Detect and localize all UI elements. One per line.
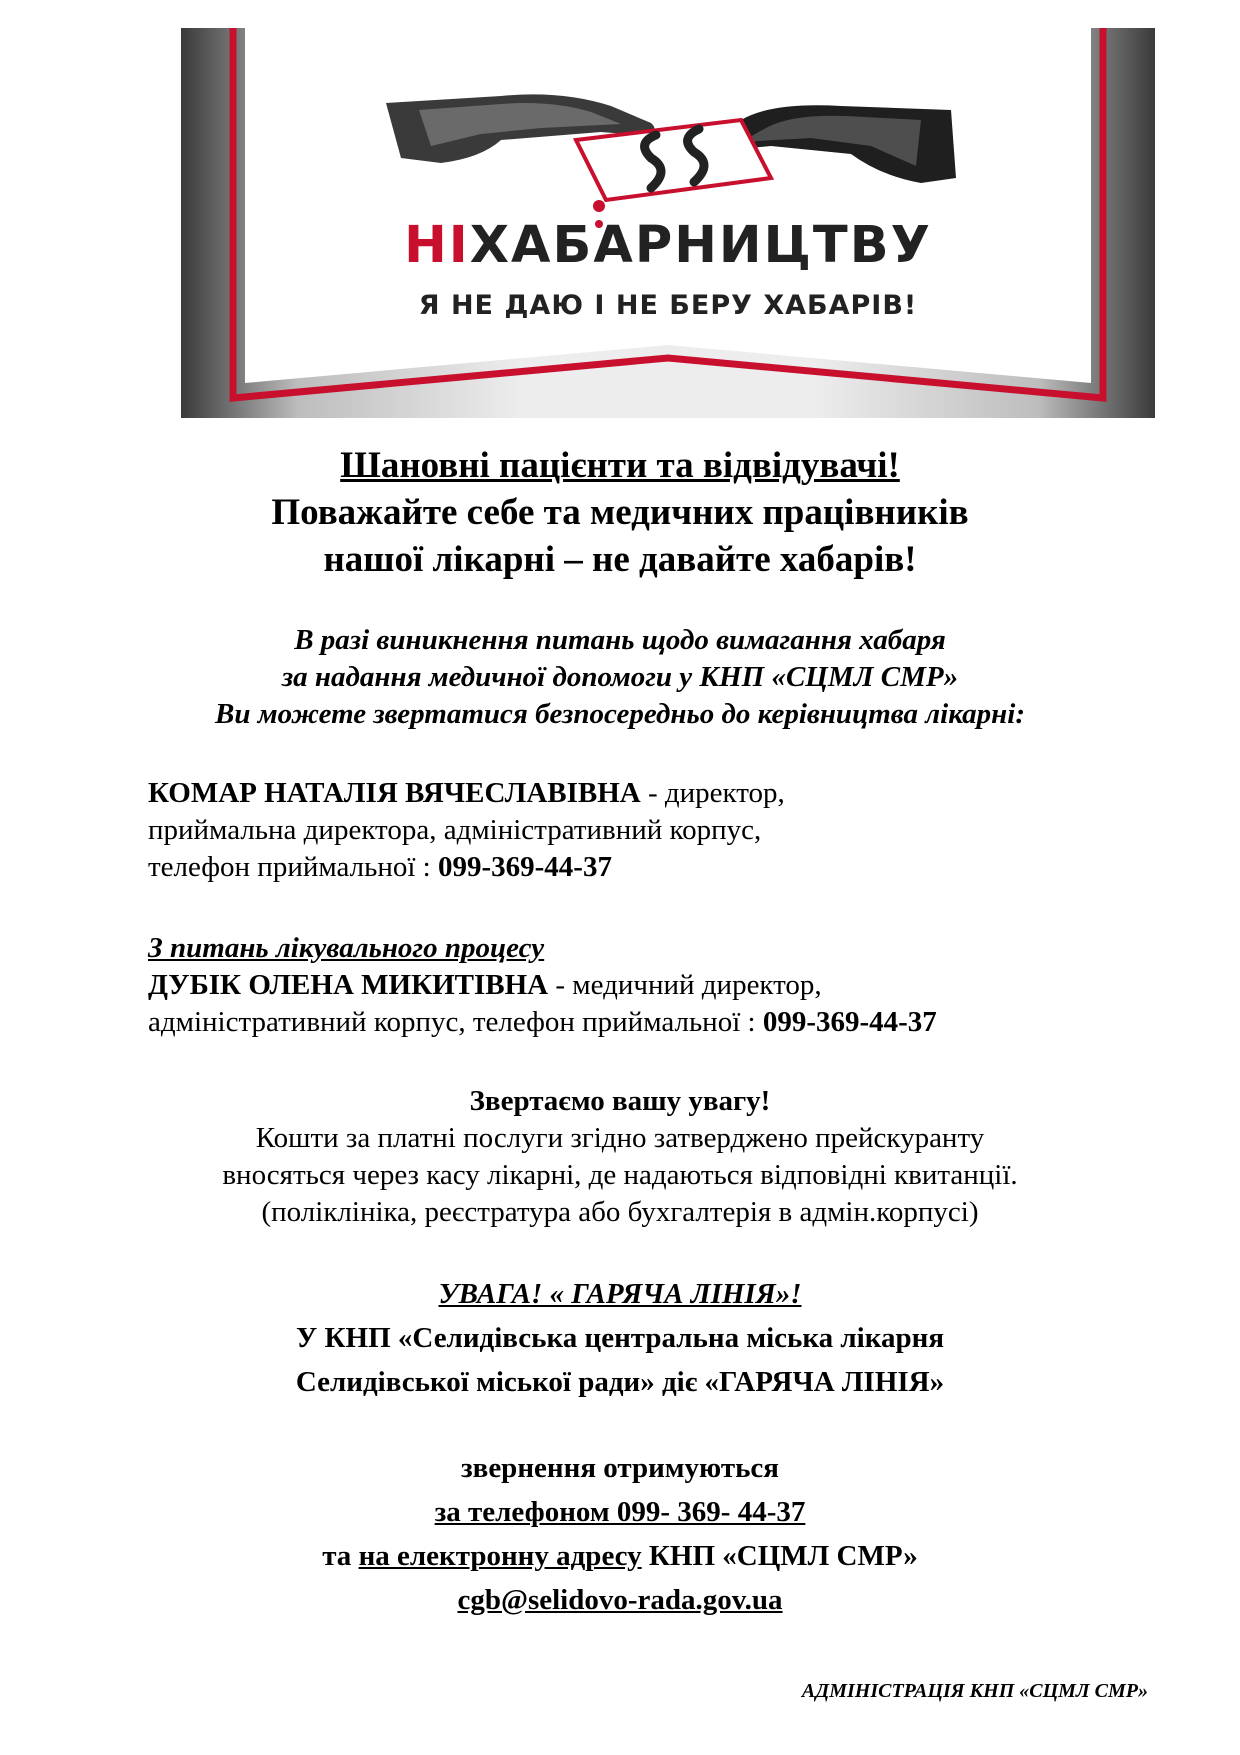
notice-line-1: Кошти за платні послуги згідно затверджено прейскуранту — [255, 1122, 985, 1154]
notice-title: Звертаємо вашу увагу! — [469, 1085, 771, 1117]
banner-title-red: НІ — [404, 216, 470, 275]
intro-line-1: В разі виникнення питань щодо вимагання хабаря — [294, 624, 946, 656]
contact-director — [148, 775, 1188, 886]
intro-line-3: Ви можете звертатися безпосередньо до керівництва лікарні: — [214, 698, 1025, 730]
white-panel-shape — [245, 28, 1091, 383]
hotline-line-1: У КНП «Селидівська центральна міська лікарня — [295, 1322, 945, 1354]
director-phone: 099-369-44-37 — [437, 851, 612, 883]
anti-bribery-banner — [181, 28, 1155, 418]
director-name: КОМАР НАТАЛІЯ ВЯЧЕСЛАВІВНА — [148, 777, 641, 809]
contact-medical-director — [148, 930, 1188, 1041]
hotline-phone: за телефоном 099- 369- 44-37 — [434, 1496, 806, 1528]
banner-subtitle: Я НЕ ДАЮ І НЕ БЕРУ ХАБАРІВ! — [418, 290, 918, 321]
hotline-email-prefix: та — [322, 1540, 359, 1572]
medical-director-phone: 099-369-44-37 — [762, 1006, 937, 1038]
hotline-email-label: на електронну адресу — [358, 1540, 642, 1572]
medical-director-name: ДУБІК ОЛЕНА МИКИТІВНА — [148, 969, 549, 1001]
hotline-title: УВАГА! « ГАРЯЧА ЛІНІЯ»! — [438, 1278, 802, 1310]
banner-title — [181, 216, 1155, 275]
notice-line-2: вносяться через касу лікарні, де надаються відповідні квитанції. — [222, 1159, 1018, 1191]
hotline-spacer — [0, 1404, 1240, 1446]
footer-signature: АДМІНІСТРАЦІЯ КНП «СЦМЛ СМР» — [801, 1680, 1148, 1702]
banner-title-rest: ХАБАРНИЦТВУ — [469, 216, 932, 275]
intro-line-2: за надання медичної допомоги у КНП «СЦМЛ СМР» — [281, 661, 959, 693]
medical-topic: З питань лікувального процесу — [148, 932, 545, 964]
hotline-email-link[interactable]: cgb@selidovo-rada.gov.ua — [457, 1584, 783, 1616]
notice-line-3: (поліклініка, реєстратура або бухгалтерія в адмін.корпусі) — [261, 1196, 979, 1228]
hotline-email-suffix: КНП «СЦМЛ СМР» — [641, 1540, 918, 1572]
medical-director-role: - медичний директор, — [548, 969, 822, 1001]
hotline-line-2: Селидівської міської ради» діє «ГАРЯЧА ЛІНІЯ» — [295, 1366, 945, 1398]
hotline-section — [0, 1272, 1240, 1622]
medical-director-office: адміністративний корпус, телефон приймальної : — [148, 1006, 763, 1038]
heading-line-1: Шановні пацієнти та відвідувачі! — [340, 445, 900, 486]
payment-notice — [0, 1083, 1240, 1231]
heading-line-3: нашої лікарні – не давайте хабарів! — [323, 539, 917, 580]
director-role: - директор, — [640, 777, 785, 809]
intro-paragraph — [0, 622, 1240, 733]
heading-line-2: Поважайте себе та медичних працівників — [271, 492, 969, 533]
director-phone-label: телефон приймальної : — [148, 851, 438, 883]
hotline-line-3: звернення отримуються — [461, 1452, 779, 1484]
main-heading — [0, 442, 1240, 583]
director-office: приймальна директора, адміністративний корпус, — [148, 814, 762, 846]
